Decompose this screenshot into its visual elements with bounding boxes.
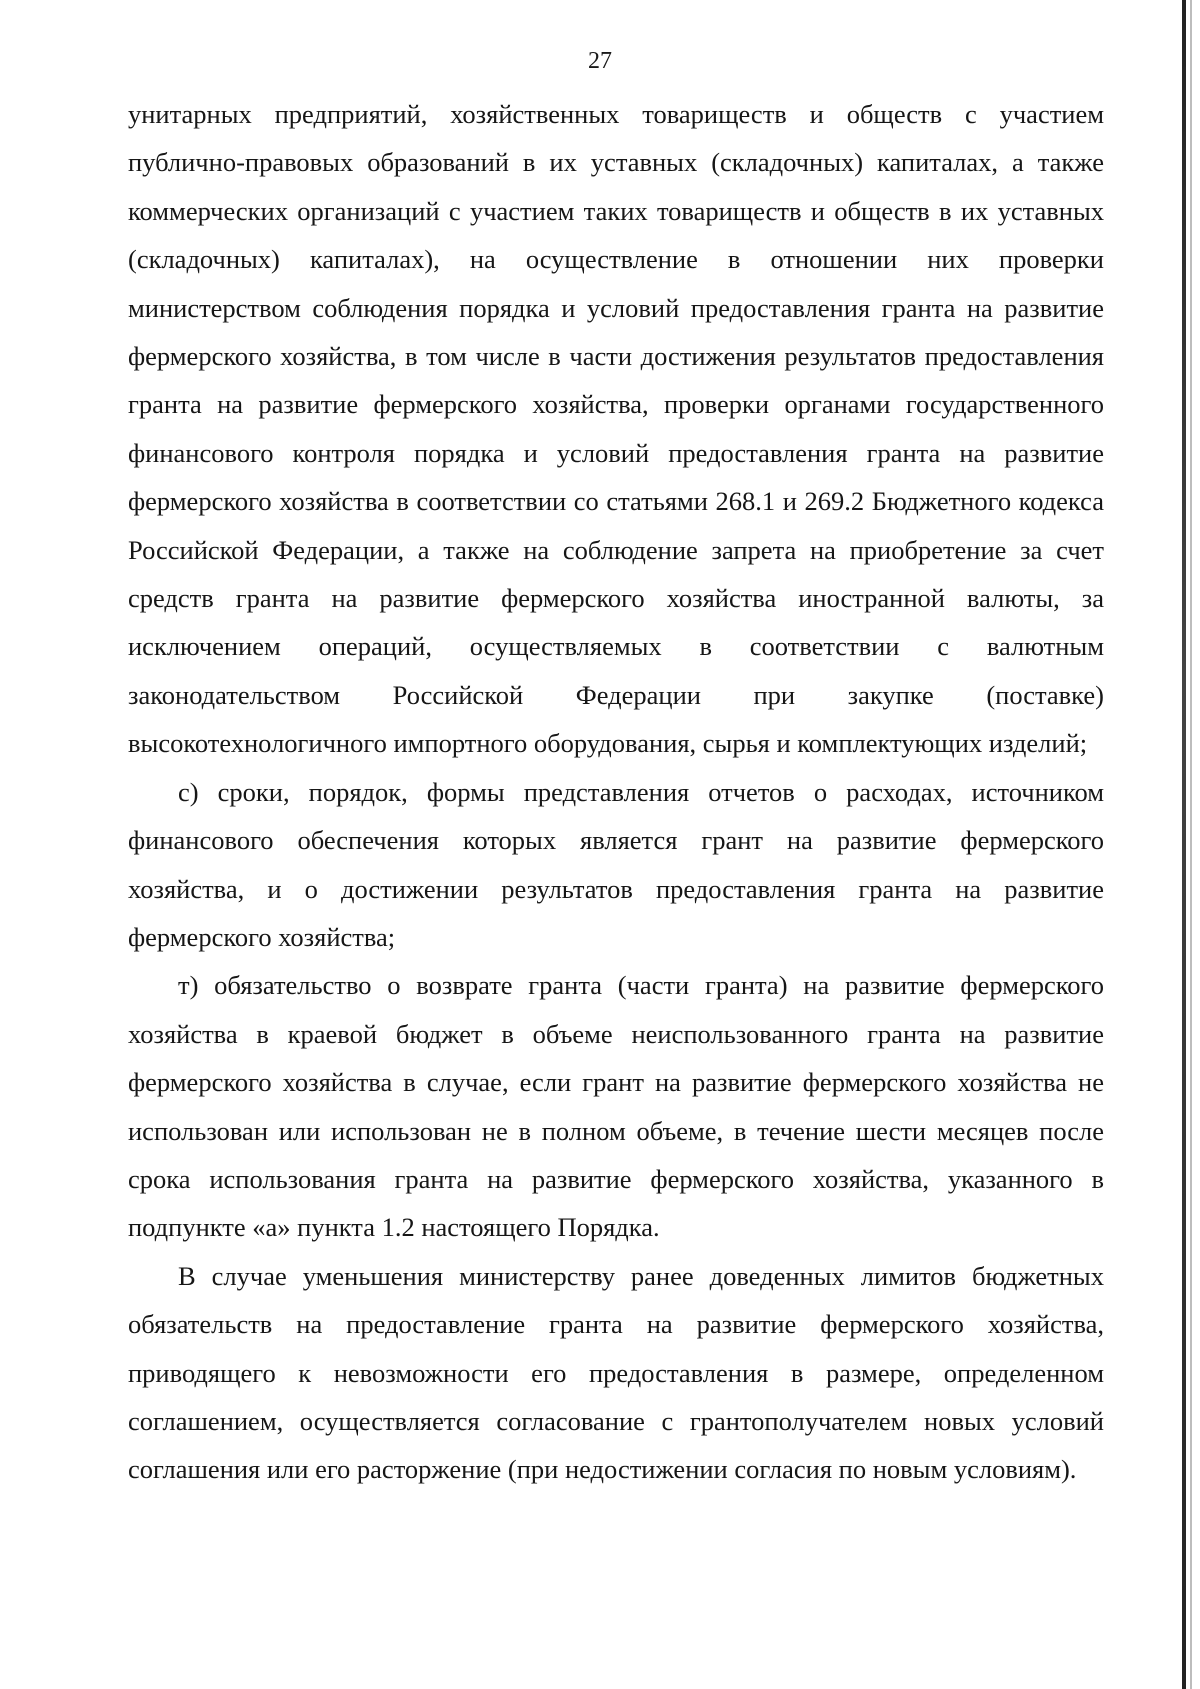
scan-edge-shadow	[1182, 0, 1186, 1689]
paragraph-item-s: с) сроки, порядок, формы представления отчетов о расходах, источником финансового обеспечения которых является грант на развитие фермерского хозяйства, и о достижении результатов предоставления гранта на развитие фермерского хозяйства;	[128, 776, 1104, 952]
paragraph-item-t: т) обязательство о возврате гранта (части гранта) на развитие фермерского хозяйства в краевой бюджет в объеме неиспользованного гранта на развитие фермерского хозяйства в случае, если грант на развитие фермерского хозяйства не использован или использован не в полном объеме, в течение шести месяцев после срока использования гранта на развитие фермерского хозяйства, указанного в подпункте «а» пункта 1.2 настоящего Порядка.	[128, 970, 1104, 1243]
page-number: 27	[588, 48, 612, 74]
document-body	[128, 90, 1104, 1494]
scan-edge-line	[1190, 0, 1192, 1689]
paragraph-continuation: унитарных предприятий, хозяйственных товариществ и обществ с участием публично-правовых образований в их уставных (складочных) капиталах, а также коммерческих организаций с участием таких товариществ и обществ в их уставных (складочных) капиталах), на осуществление в отношении них проверки министерством соблюдения порядка и условий предоставления гранта на развитие фермерского хозяйства, в том числе в части достижения результатов предоставления гранта на развитие фермерского хозяйства, проверки органами государственного финансового контроля порядка и условий предоставления гранта на развитие фермерского хозяйства в соответствии со статьями 268.1 и 269.2 Бюджетного кодекса Российской Федерации, а также на соблюдение запрета на приобретение за счет средств гранта на развитие фермерского хозяйства иностранной валюты, за исключением операций, осуществляемых в соответствии с валютным законодательством Российской Федерации при закупке (поставке) высокотехнологичного импортного оборудования, сырья и комплектующих изделий;	[128, 99, 1104, 759]
paragraph-limits-reduction: В случае уменьшения министерству ранее доведенных лимитов бюджетных обязательств на предоставление гранта на развитие фермерского хозяйства, приводящего к невозможности его предоставления в размере, определенном соглашением, осуществляется согласование с грантополучателем новых условий соглашения или его расторжение (при недостижении согласия по новым условиям).	[128, 1260, 1104, 1485]
